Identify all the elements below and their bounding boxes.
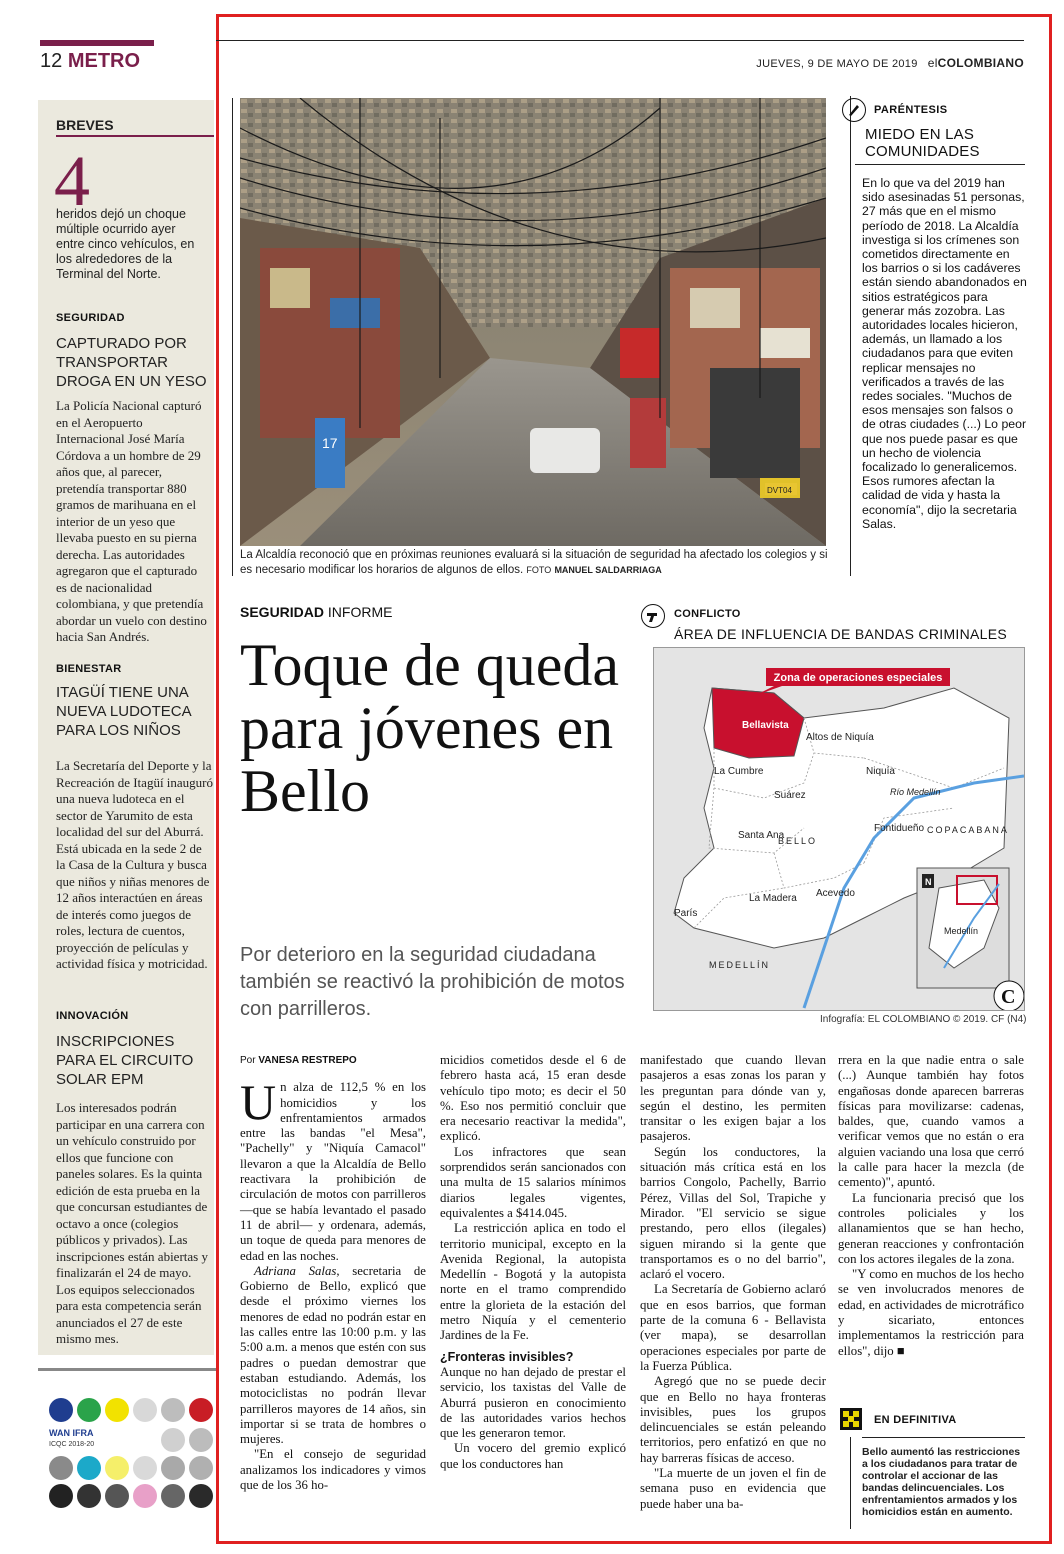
map-label-suarez: Suárez (774, 790, 806, 801)
dateline (756, 56, 1024, 70)
color-dot (49, 1398, 73, 1422)
infographic-title: ÁREA DE INFLUENCIA DE BANDAS CRIMINALES (674, 626, 1008, 642)
colombiano-logo-icon: C (1001, 986, 1016, 1008)
north-arrow-icon: N (925, 877, 932, 887)
map-label-acevedo: Acevedo (816, 888, 855, 899)
color-dot (105, 1398, 129, 1422)
drop-cap: U (240, 1074, 277, 1131)
en-definitiva-icon (840, 1408, 862, 1430)
map-label-la-madera: La Madera (749, 893, 797, 904)
page-number: 12 METRO (40, 50, 141, 72)
brief-text: Los interesados podrán participar en una carrera con un vehículo construido por ellos que funcione con paneles solares. Es la quinta edición de esta prueba en la que concursan estudiantes de octavo a once (colegios públicos y privados). Las inscripciones están abiertas y finalizarán el 24 de mayo. Los equipos seleccionados para esta competencia serán anunciados el 27 de este mismo mes. (56, 1100, 208, 1346)
map-label-copacabana: COPACABANA (927, 825, 1009, 835)
color-dot (77, 1398, 101, 1422)
color-dot (189, 1428, 213, 1452)
article-paragraph: Los infractores que sean sorprendidos serán sancionados con una multa de 15 salarios mínimos diarios legales vigentes, equivalentes a $414.045. (440, 1144, 626, 1220)
brief-text: La Secretaría del Deporte y la Recreación de Itagüí inauguró una nueva ludoteca en el sector de Yarumito de esta localidad del sur del Aburrá. Está ubicada en la sede 2 de la Casa de la Cultura y busca que niños y niñas menores de 12 años interactúen en áreas de interés como juegos de roles, lectura de cuentos, proyección de películas y actividad física y motricidad. (56, 758, 214, 971)
color-dot (189, 1456, 213, 1480)
article-column-1 (240, 1053, 426, 1493)
map-label-fontidueno: Fontidueño (874, 823, 925, 834)
issue-date: JUEVES, 9 DE MAYO DE 2019 (756, 58, 918, 70)
parentesis-icon (842, 98, 866, 122)
article-paragraph: Agregó que no se puede decir que en Bello no haya fronteras invisibles, pues los grupos delincuenciales se están peleando territorios, pero enfatizó en que no hay barreras físicas de acceso. (640, 1374, 826, 1465)
article-section: SEGURIDAD INFORME (240, 604, 393, 620)
brief-kicker: SEGURIDAD (56, 312, 125, 324)
map-label-rio: Río Medellín (890, 787, 941, 797)
article-headline: Toque de queda para jóvenes en Bello (240, 632, 619, 824)
article-paragraph: manifestado que cuando llevan pasajeros a esas zonas los paran y les preguntan para dónde van y, según el destino, les permiten transitar o les exigen bajar a los pasajeros. (640, 1053, 826, 1144)
map-label-paris: París (674, 908, 698, 919)
color-dot (133, 1456, 157, 1480)
byline: Por VANESA RESTREPO (240, 1055, 357, 1066)
map-label-niquia: Niquía (866, 766, 895, 777)
ifra-logo: WAN IFRA ICQC 2018-20 (49, 1428, 95, 1448)
inset-label-medellin: Medellín (944, 926, 979, 936)
column-rule (232, 98, 233, 576)
article-deck: Por deterioro en la seguridad ciudadana también se reactivó la prohibición de motos con parrilleros. (240, 944, 625, 1020)
header-rule (216, 40, 1024, 41)
article-paragraph: Adriana Salas, secretaria de Gobierno de Bello, explicó que desde el próximo viernes los menores de edad no podrán estar en las calles entre las 10:00 p.m. y las 5:00 a.m. a menos que estén con sus padres o puedan demostrar que estaban estudiando. Además, los motociclistas no podrán llevar parrilleros mayores de 14 años, sin importar si se trata de hombres o mujeres. (240, 1263, 426, 1447)
en-definitiva-kicker: EN DEFINITIVA (874, 1414, 957, 1426)
license-plate: DVT04 (767, 486, 792, 495)
sidebar-bottom-rule (38, 1368, 216, 1371)
article-paragraph: Aunque no han dejado de prestar el servicio, los taxistas del Valle de Aburrá pusieron en conocimiento de las autoridades varios hechos que les generaron temor. (440, 1364, 626, 1441)
brief-kicker: INNOVACIÓN (56, 1010, 129, 1022)
map-label-bello: BELLO (778, 836, 818, 846)
color-dot (77, 1484, 101, 1508)
article-paragraph: La restricción aplica en todo el territorio municipal, excepto en la Avenida Regional, la autopista Medellín - Bogotá y la autopista norte en el tramo comprendido entre la glorieta de la estación del metro Niquía y el cementerio Jardines de la Fe. (440, 1221, 626, 1343)
en-definitiva-text: Bello aumentó las restricciones a los ciudadanos para tratar de controlar el accionar de las bandas delincuenciales. Los enfrentamientos armados y los homicidios están en aumento. (862, 1446, 1021, 1518)
infographic-kicker: CONFLICTO (674, 608, 741, 620)
color-dot (49, 1484, 73, 1508)
breves-rule (56, 135, 214, 137)
conflict-icon (641, 604, 665, 628)
color-dot (105, 1484, 129, 1508)
article-subhead: ¿Fronteras invisibles? (440, 1349, 574, 1364)
en-definitiva-side-rule (850, 1437, 851, 1529)
column-rule (850, 96, 851, 576)
article-paragraph: "La muerte de un joven el fin de semana puso en evidencia que puede haber una ba- (640, 1466, 826, 1511)
parentesis-text: En lo que va del 2019 han sido asesinadas 51 personas, 27 más que en el mismo período de 2018. La Alcaldía investiga si los crímenes son cometidos directamente en los barrios o si los cadáveres están siendo abandonados en sitios estratégicos para generar más zozobra. Las autoridades locales hicieron, además, un llamado a los ciudadanos para que eviten replicar mensajes no verificados a través de las redes sociales. "Muchos de esos mensajes son falsos o de otras ciudades (...) Lo peor que nos puede pasar es que un hecho de violencia focalizado lo generalicemos. Esos rumores afectan la calidad de vida y hasta la economía", dijo la secretaria Salas. (862, 176, 1027, 531)
brief-title: CAPTURADO POR TRANSPORTAR DROGA EN UN YESO (56, 335, 207, 390)
bello-map (653, 647, 1025, 1011)
article-paragraph: "Y como en muchos de los hecho se ven involucrados menores de edad, en actividades de microtráfico y sicariato, entonces implementamos la restricción para ellos", dijo ■ (838, 1267, 1024, 1358)
color-dot (189, 1484, 213, 1508)
brand-logo: elCOLOMBIANO (927, 56, 1024, 70)
article-paragraph: Un alza de 112,5 % en los homicidios y los enfrentamientos armados entre las bandas "el Mesa", "Pachelly" y "Niquía Camacol" llevaron a que la Alcaldía de Bello reactivara la prohibición de circulación de motos con parrilleros —que se había levantado el pasado 11 de abril— y ordenara, además, un toque de queda para menores de edad en las noches. (240, 1074, 426, 1263)
color-dot (49, 1456, 73, 1480)
brief-title: INSCRIPCIONES PARA EL CIRCUITO SOLAR EPM (56, 1033, 194, 1088)
parentesis-kicker: PARÉNTESIS (874, 104, 948, 116)
color-dot (161, 1456, 185, 1480)
page-header-bar (40, 40, 154, 46)
color-dot (161, 1484, 185, 1508)
map-label-santa-ana: Santa Ana (738, 830, 785, 841)
color-dot (189, 1398, 213, 1422)
breves-label: BREVES (56, 117, 114, 133)
section-name: METRO (67, 50, 141, 72)
big-number-text: heridos dejó un choque múltiple ocurrido ayer entre cinco vehículos, en los alrededores de la Terminal del Norte. (56, 207, 195, 281)
map-label-la-cumbre: La Cumbre (714, 766, 764, 777)
color-dot (105, 1456, 129, 1480)
zone-label: Zona de operaciones especiales (773, 672, 943, 684)
article-paragraph: "En el consejo de seguridad analizamos los indicadores y vimos que de los 36 ho- (240, 1447, 426, 1493)
article-paragraph: Según los conductores, la situación más crítica está en los barrios Congolo, Pachelly, Barrio Pérez, Villas del Sol, Trapiche y Mirador. "El servicio se sigue prestando, pero ellos (ilegales) siguen mirando si la gente que transportamos es o no del barrio", aclaró el vocero. (640, 1144, 826, 1282)
photo-credit: MANUEL SALDARRIAGA (554, 565, 662, 575)
article-column-4 (838, 1053, 1024, 1359)
map-label-bellavista: Bellavista (742, 720, 789, 731)
color-dot (161, 1398, 185, 1422)
en-definitiva-rule (862, 1437, 1025, 1438)
map-label-medellin: MEDELLÍN (709, 960, 771, 970)
infographic-credit: Infografía: EL COLOMBIANO © 2019. CF (N4) (820, 1014, 1027, 1025)
map-label-altos: Altos de Niquía (806, 732, 874, 743)
jersey-number: 17 (322, 435, 338, 451)
article-paragraph: rrera en la que nadie entra o sale (...) Aunque también hay fotos engañosas donde aparecen barreras físicas para movilizarse: cadenas, baldes, que, cuando vamos a verificar vemos que no están o era alguien vaciando una losa que cerró la calle para hacer la mezcla (de cemento)", apuntó. (838, 1053, 1024, 1190)
parentesis-title: MIEDO EN LAS COMUNIDADES (865, 126, 980, 160)
color-dot (161, 1428, 185, 1452)
brief-text: La Policía Nacional capturó en el Aeropuerto Internacional José María Córdova a un hombre de 29 años que, al parecer, pretendía transportar 880 gramos de marihuana en el interior de un yeso que llevaba puesto en su pierna derecha. Las autoridades agregaron que el capturado es de nacionalidad colombiana, y que pretendía abordar un vuelo con destino hacia San Andrés. (56, 398, 207, 644)
color-dot (77, 1456, 101, 1480)
color-dot (133, 1398, 157, 1422)
color-dot (133, 1484, 157, 1508)
photo-caption: La Alcaldía reconoció que en próximas reuniones evaluará si la situación de seguridad ha afectado los colegios y si es necesario modificar los horarios de algunos de ellos. FOTO MANUEL SALDARRIAGA (240, 549, 828, 576)
brief-title: ITAGÜÍ TIENE UNA NUEVA LUDOTECA PARA LOS NIÑOS (56, 684, 191, 739)
article-paragraph: micidios cometidos desde el 6 de febrero hasta acá, 15 eran desde vehículo tipo moto; es decir el 50 %. Eso nos permitió concluir que era necesario reactivar la medida", explicó. (440, 1053, 626, 1144)
brief-kicker: BIENESTAR (56, 663, 122, 675)
article-column-3 (640, 1053, 826, 1512)
article-paragraph: La Secretaría de Gobierno aclaró que en esos barrios, que forman parte de la comuna 6 - Bellavista (ver mapa), se desarrollan operaciones especiales por parte de la Fuerza Pública. (640, 1282, 826, 1373)
parentesis-rule (855, 164, 1025, 165)
article-column-2 (440, 1053, 626, 1472)
article-paragraph: Un vocero del gremio explicó que los conductores han (440, 1441, 626, 1471)
big-number: 4 (54, 141, 90, 221)
street-photo (240, 98, 826, 546)
street-scene-image (240, 98, 826, 546)
article-paragraph: La funcionaria precisó que los controles policiales y los allanamientos que se han hecho, generan reacciones y confrontación con los actores ilegales de la zona. (838, 1190, 1024, 1266)
